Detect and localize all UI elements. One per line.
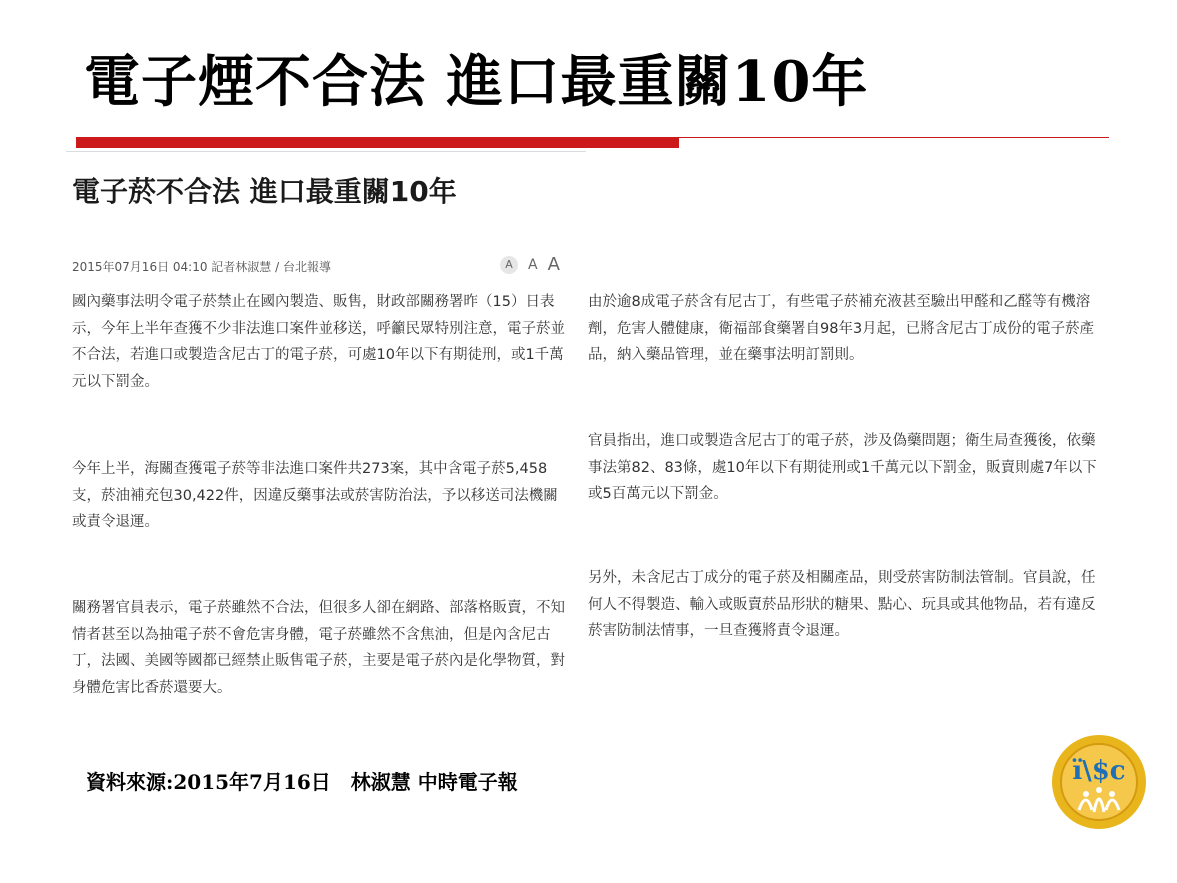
font-size-medium-button[interactable]: A <box>528 256 538 273</box>
right-paragraph-3: 另外，未含尼古丁成分的電子菸及相關產品，則受菸害防制法管制。官員說，任何人不得製造、輸入或販賣菸品形狀的糖果、點心、玩具或其他物品，若有違反菸害防制法情事，一旦查獲將責令退運。 <box>588 570 1096 639</box>
article-title: 電子菸不合法 進口最重關10年 <box>72 175 457 208</box>
svg-text:ï\$c: ï\$c <box>1072 756 1126 786</box>
title-underline-bar <box>76 137 679 148</box>
health-bureau-emblem-icon <box>1044 732 1154 832</box>
right-paragraph-2: 官員指出，進口或製造含尼古丁的電子菸，涉及偽藥問題；衛生局查獲後，依藥事法第82、83條，處10年以下有期徒刑或1千萬元以下罰金，販賣則處7年以下或5百萬元以下罰金。 <box>588 433 1097 502</box>
font-size-small-button[interactable]: A <box>500 256 518 274</box>
title-underline-line <box>679 137 1109 138</box>
font-size-controls <box>500 254 560 275</box>
right-paragraph-1: 由於逾8成電子菸含有尼古丁，有些電子菸補充液甚至驗出甲醛和乙醛等有機溶劑，危害人體健康，衛福部食藥署自98年3月起，已將含尼古丁成份的電子菸產品，納入藥品管理，並在藥事法明訂罰則。 <box>588 294 1095 363</box>
left-paragraph-3: 關務署官員表示，電子菸雖然不合法，但很多人卻在網路、部落格販賣，不知情者甚至以為抽電子菸不會危害身體，電子菸雖然不含焦油，但是內含尼古丁，法國、美國等國都已經禁止販售電子菸，主要是電子菸內是化學物質，對身體危害比香菸還要大。 <box>72 600 565 696</box>
font-size-large-button[interactable]: A <box>547 254 560 275</box>
source-citation: 資料來源:2015年7月16日 林淑慧 中時電子報 <box>86 770 518 794</box>
slide-title: 電子煙不合法 進口最重關10年 <box>84 49 869 115</box>
left-paragraph-1: 國內藥事法明令電子菸禁止在國內製造、販售，財政部關務署昨（15）日表示，今年上半年查獲不少非法進口案件並移送，呼籲民眾特別注意，電子菸並不合法，若進口或製造含尼古丁的電子菸，可處10年以下有期徒刑，或1千萬元以下罰金。 <box>72 294 565 390</box>
article-byline: 2015年07月16日 04:10 記者林淑慧 / 台北報導 <box>72 260 331 274</box>
article-top-divider <box>66 151 586 152</box>
left-paragraph-2: 今年上半，海關查獲電子菸等非法進口案件共273案，其中含電子菸5,458支，菸油補充包30,422件，因違反藥事法或菸害防治法，予以移送司法機關或責令退運。 <box>72 461 558 530</box>
